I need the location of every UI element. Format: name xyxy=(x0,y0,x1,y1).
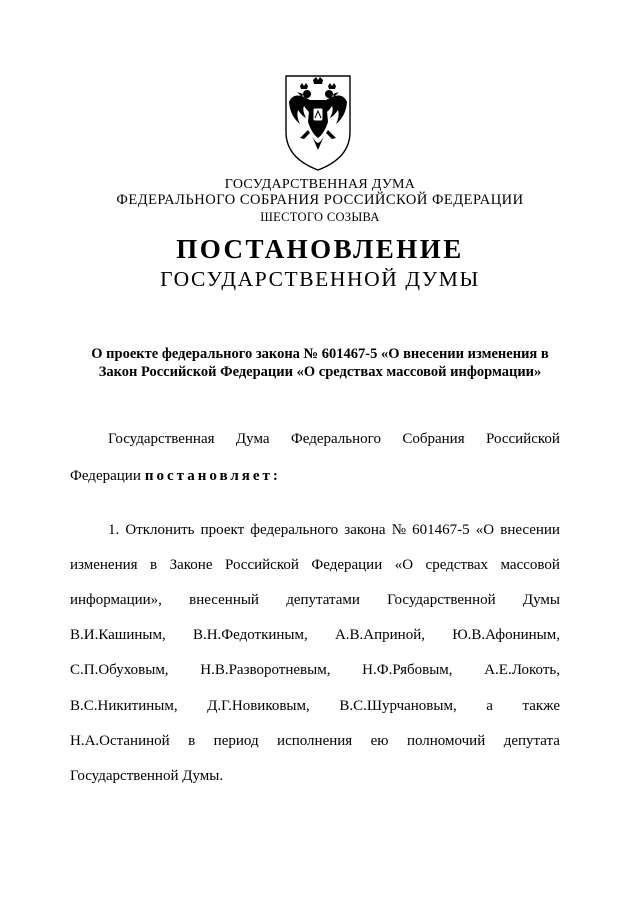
document-subtitle: ГОСУДАРСТВЕННОЙ ДУМЫ xyxy=(160,267,480,291)
word: Государственной xyxy=(387,592,496,608)
item1-line-7 xyxy=(70,732,560,750)
word: Н.В.Разворотневым, xyxy=(200,662,331,678)
intro-line-1 xyxy=(108,430,560,448)
item1-line-6 xyxy=(70,697,560,715)
word: изменения xyxy=(70,557,138,573)
word: депутата xyxy=(503,733,560,749)
item1-line-5 xyxy=(70,661,560,679)
word: Н.Ф.Рябовым, xyxy=(362,662,453,678)
word: Ю.В.Афониным, xyxy=(452,627,560,643)
word: средствах xyxy=(425,557,489,573)
word: А.Е.Локоть, xyxy=(484,662,560,678)
word: Отклонить xyxy=(125,522,195,538)
word: Законе xyxy=(169,557,213,573)
document-title: ПОСТАНОВЛЕНИЕ xyxy=(176,234,464,264)
resolves-spaced-word: постановляет: xyxy=(144,468,281,484)
word: полномочий xyxy=(406,733,486,749)
header-line-1: ГОСУДАРСТВЕННАЯ ДУМА xyxy=(224,177,416,192)
word: «О xyxy=(394,557,414,573)
word: исполнения xyxy=(277,733,353,749)
word: депутатами xyxy=(286,592,360,608)
header-line-3: ШЕСТОГО СОЗЫВА xyxy=(260,210,380,224)
subject-heading-line-2: Закон Российской Федерации «О средствах массовой информации» xyxy=(98,364,542,380)
word: Н.А.Останиной xyxy=(70,733,170,749)
word: информации», xyxy=(70,592,162,608)
word: А.В.Априной, xyxy=(334,627,425,643)
intro-line-2 xyxy=(70,467,560,485)
word: В.Н.Федоткиным, xyxy=(192,627,308,643)
item1-line-1 xyxy=(108,521,560,539)
word: Д.Г.Новиковым, xyxy=(207,698,310,714)
word: закона xyxy=(344,522,386,538)
word: Федерального xyxy=(290,431,381,447)
word: Федерации xyxy=(311,557,383,573)
word: Государственная xyxy=(108,431,215,447)
word: в xyxy=(150,557,158,573)
coat-of-arms-emblem xyxy=(280,72,356,172)
word: Российской xyxy=(224,557,299,573)
word: период xyxy=(213,733,259,749)
header-line-2: ФЕДЕРАЛЬНОГО СОБРАНИЯ РОССИЙСКОЙ ФЕДЕРАЦИИ xyxy=(116,192,524,208)
word: В.И.Кашиным, xyxy=(70,627,166,643)
word: в xyxy=(188,733,196,749)
word: проект xyxy=(200,522,245,538)
item1-line-2 xyxy=(70,556,560,574)
word: 1. xyxy=(108,522,120,538)
word: Федерации xyxy=(70,468,141,484)
word: внесении xyxy=(500,522,560,538)
word: С.П.Обуховым, xyxy=(70,662,169,678)
word: 601467-5 xyxy=(412,522,470,538)
subject-heading-line-1: О проекте федерального закона № 601467-5 «О внесении изменения в xyxy=(91,346,549,362)
item1-line-4 xyxy=(70,626,560,644)
word: внесенный xyxy=(189,592,259,608)
word: Думы xyxy=(522,592,560,608)
word: Российской xyxy=(486,431,560,447)
word: Дума xyxy=(235,431,270,447)
word: Собрания xyxy=(402,431,465,447)
word: федерального xyxy=(250,522,339,538)
word: а xyxy=(486,698,493,714)
item1-line-3 xyxy=(70,591,560,609)
word: Государственной Думы. xyxy=(70,768,224,784)
word: В.С.Никитиным, xyxy=(70,698,178,714)
item1-line-8 xyxy=(70,767,560,785)
word: № xyxy=(391,522,407,538)
word: массовой xyxy=(500,557,560,573)
word: также xyxy=(522,698,560,714)
word: ею xyxy=(370,733,389,749)
word: В.С.Шурчановым, xyxy=(339,698,457,714)
word: «О xyxy=(475,522,495,538)
